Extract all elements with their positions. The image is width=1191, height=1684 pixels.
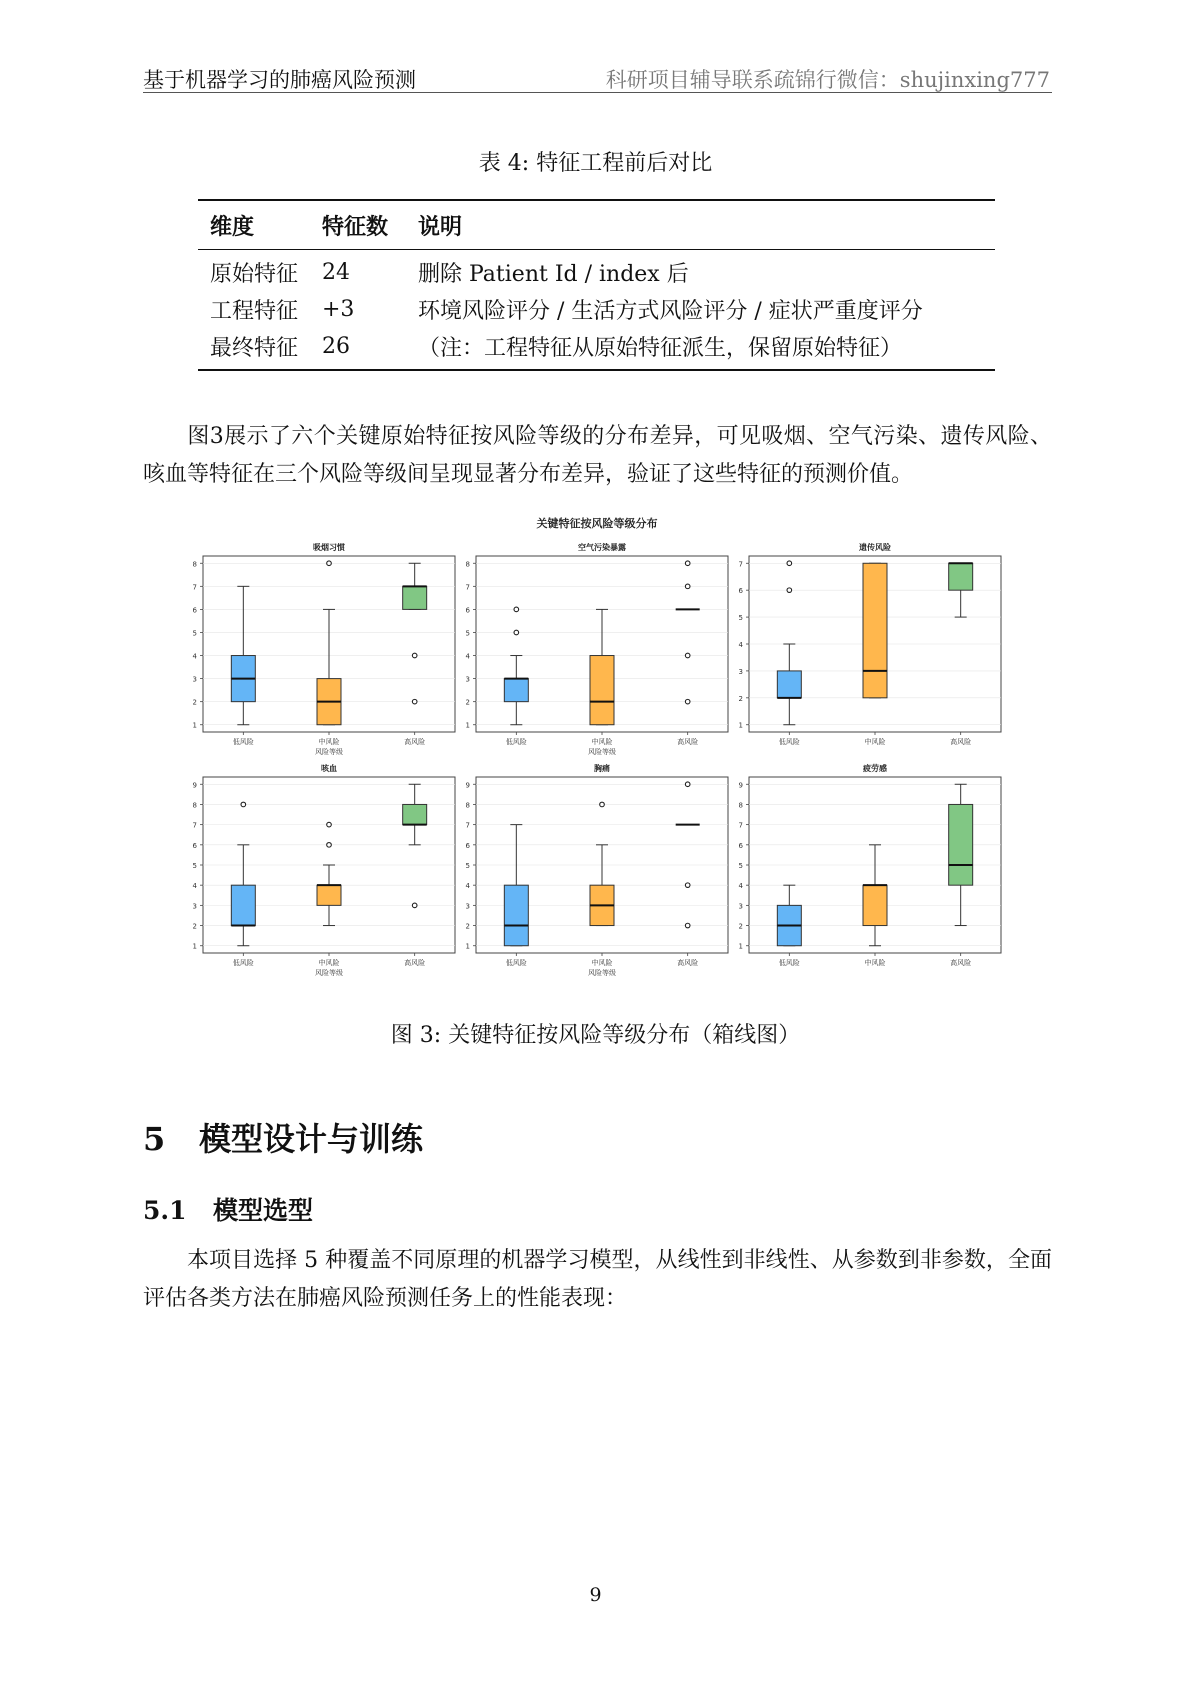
y-tick-label: 6 (465, 606, 470, 615)
outlier-point (685, 782, 690, 787)
y-tick-label: 6 (738, 587, 743, 596)
x-tick-label: 中风险 (591, 738, 613, 746)
table-caption: 表 4: 特征工程前后对比 (478, 151, 713, 176)
box (949, 563, 973, 590)
x-tick-label: 中风险 (864, 738, 886, 746)
body-paragraph (143, 1242, 1052, 1318)
y-tick-label: 9 (465, 781, 470, 790)
page-number: 9 (589, 1584, 602, 1606)
outlier-point (685, 653, 690, 658)
section-number: 5 (143, 1120, 166, 1158)
table-cell: 工程特征 (210, 299, 299, 324)
table-bottom-rule (198, 369, 995, 371)
outlier-point (787, 588, 792, 593)
y-tick-label: 5 (192, 629, 197, 638)
outlier-point (787, 561, 792, 566)
panel-title: 空气污染暴露 (578, 543, 626, 552)
x-tick-label: 高风险 (404, 959, 426, 967)
y-tick-label: 4 (465, 882, 470, 891)
box (590, 656, 614, 725)
subsection-heading (143, 1191, 313, 1227)
table-row (198, 254, 995, 291)
x-axis-label: 风险等级 (315, 969, 343, 977)
y-tick-label: 3 (738, 902, 743, 911)
y-tick-label: 4 (465, 652, 470, 661)
y-tick-label: 1 (192, 721, 197, 730)
outlier-point (685, 699, 690, 704)
box (504, 679, 528, 702)
y-tick-label: 1 (465, 942, 470, 951)
paragraph-text: 图3展示了六个关键原始特征按风险等级的分布差异，可见吸烟、空气污染、遗传风险、咳血等特征在三个风险等级间呈现显著分布差异，验证了这些特征的预测价值。 (143, 424, 1052, 487)
x-tick-label: 高风险 (950, 738, 972, 746)
table-mid-rule (198, 249, 995, 250)
table-header-cell: 说明 (418, 213, 463, 240)
outlier-point (412, 903, 417, 908)
table-cell: 环境风险评分 / 生活方式风险评分 / 症状严重度评分 (418, 299, 923, 324)
x-tick-label: 高风险 (950, 959, 972, 967)
table-row (198, 291, 995, 328)
box (777, 671, 801, 698)
box (403, 804, 427, 824)
boxplot-figure (186, 512, 1008, 992)
y-tick-label: 8 (192, 560, 197, 569)
outlier-point (685, 561, 690, 566)
y-tick-label: 3 (192, 902, 197, 911)
y-tick-label: 7 (465, 821, 470, 830)
table-header-cell: 维度 (210, 213, 255, 240)
y-tick-label: 5 (465, 629, 470, 638)
y-tick-label: 8 (465, 560, 470, 569)
y-tick-label: 1 (192, 942, 197, 951)
outlier-point (327, 561, 332, 566)
panel-title: 咳血 (321, 764, 337, 773)
table-cell: +3 (322, 297, 355, 322)
y-tick-label: 6 (465, 841, 470, 850)
x-tick-label: 低风险 (778, 738, 800, 746)
y-tick-label: 9 (192, 781, 197, 790)
x-tick-label: 中风险 (318, 738, 340, 746)
y-tick-label: 8 (465, 801, 470, 810)
y-tick-label: 5 (192, 862, 197, 870)
y-tick-label: 2 (465, 698, 470, 707)
table-cell: 删除 Patient Id / index 后 (418, 262, 689, 287)
y-tick-label: 2 (192, 922, 197, 931)
table-row (198, 328, 995, 365)
y-tick-label: 4 (738, 641, 743, 649)
x-tick-label: 高风险 (677, 959, 699, 967)
y-tick-label: 8 (192, 801, 197, 810)
section-title: 模型设计与训练 (199, 1120, 424, 1158)
x-axis-label: 风险等级 (588, 748, 616, 756)
table-header-row (198, 201, 995, 249)
box (317, 885, 341, 905)
outlier-point (685, 923, 690, 928)
x-tick-label: 低风险 (505, 738, 527, 746)
y-tick-label: 7 (465, 583, 470, 592)
x-tick-label: 低风险 (505, 959, 527, 967)
x-tick-label: 低风险 (778, 959, 800, 967)
box (863, 885, 887, 925)
panel-title: 胸痛 (594, 764, 610, 773)
y-tick-label: 4 (192, 652, 197, 661)
box (231, 885, 255, 925)
panel-title: 吸烟习惯 (313, 543, 345, 552)
x-axis-label: 风险等级 (588, 969, 616, 977)
table-cell: 最终特征 (210, 336, 299, 361)
x-axis-label: 风险等级 (315, 748, 343, 756)
figure-caption: 图 3: 关键特征按风险等级分布（箱线图） (390, 1023, 801, 1048)
y-tick-label: 7 (192, 583, 197, 592)
x-tick-label: 高风险 (404, 738, 426, 746)
outlier-point (514, 630, 519, 635)
panel-title: 遗传风险 (859, 543, 891, 552)
y-tick-label: 6 (738, 841, 743, 850)
subsection-title: 模型选型 (213, 1196, 314, 1225)
subsection-number: 5.1 (143, 1196, 187, 1225)
y-tick-label: 5 (738, 614, 743, 623)
box (504, 885, 528, 946)
header-rule (143, 92, 1052, 93)
y-tick-label: 7 (192, 821, 197, 830)
outlier-point (412, 699, 417, 704)
x-tick-label: 低风险 (232, 738, 254, 746)
x-tick-label: 低风险 (232, 959, 254, 967)
y-tick-label: 4 (192, 882, 197, 891)
outlier-point (241, 802, 246, 807)
table-cell: 原始特征 (210, 262, 299, 287)
running-header-title: 基于机器学习的肺癌风险预测 (143, 68, 416, 92)
x-tick-label: 中风险 (591, 959, 613, 967)
box (863, 563, 887, 698)
y-tick-label: 2 (738, 922, 743, 931)
outlier-point (685, 883, 690, 888)
paragraph-text: 本项目选择 5 种覆盖不同原理的机器学习模型，从线性到非线性、从参数到非参数，全面评估各类方法在肺癌风险预测任务上的性能表现： (143, 1248, 1052, 1311)
y-tick-label: 1 (738, 721, 743, 730)
outlier-point (514, 607, 519, 612)
outlier-point (327, 843, 332, 848)
outlier-point (412, 653, 417, 658)
box (949, 804, 973, 885)
y-tick-label: 8 (738, 801, 743, 810)
y-tick-label: 7 (738, 821, 743, 830)
table-cell: 26 (322, 334, 350, 359)
panel-title: 疲劳感 (863, 764, 887, 773)
y-tick-label: 5 (738, 862, 743, 870)
feature-table (198, 199, 995, 371)
outlier-point (327, 822, 332, 827)
y-tick-label: 5 (465, 862, 470, 870)
y-tick-label: 2 (465, 922, 470, 931)
y-tick-label: 1 (738, 942, 743, 951)
x-tick-label: 高风险 (677, 738, 699, 746)
y-tick-label: 3 (465, 902, 470, 911)
y-tick-label: 3 (738, 667, 743, 676)
x-tick-label: 中风险 (864, 959, 886, 967)
y-tick-label: 6 (192, 606, 197, 615)
section-heading (143, 1114, 423, 1160)
y-tick-label: 6 (192, 841, 197, 850)
y-tick-label: 2 (192, 698, 197, 707)
y-tick-label: 3 (465, 675, 470, 684)
y-tick-label: 2 (738, 694, 743, 703)
running-header-contact: 科研项目辅导联系疏锦行微信：shujinxing777 (605, 68, 1050, 92)
y-tick-label: 1 (465, 721, 470, 730)
x-tick-label: 中风险 (318, 959, 340, 967)
table-header-cell: 特征数 (322, 213, 389, 240)
outlier-point (600, 802, 605, 807)
y-tick-label: 3 (192, 675, 197, 684)
y-tick-label: 7 (738, 560, 743, 569)
table-cell: 24 (322, 260, 350, 285)
body-paragraph (143, 418, 1052, 494)
y-tick-label: 4 (738, 882, 743, 891)
y-tick-label: 9 (738, 781, 743, 790)
outlier-point (685, 584, 690, 589)
box (403, 586, 427, 609)
table-cell: （注：工程特征从原始特征派生，保留原始特征） (418, 336, 903, 361)
chart-title: 关键特征按风险等级分布 (536, 517, 658, 530)
